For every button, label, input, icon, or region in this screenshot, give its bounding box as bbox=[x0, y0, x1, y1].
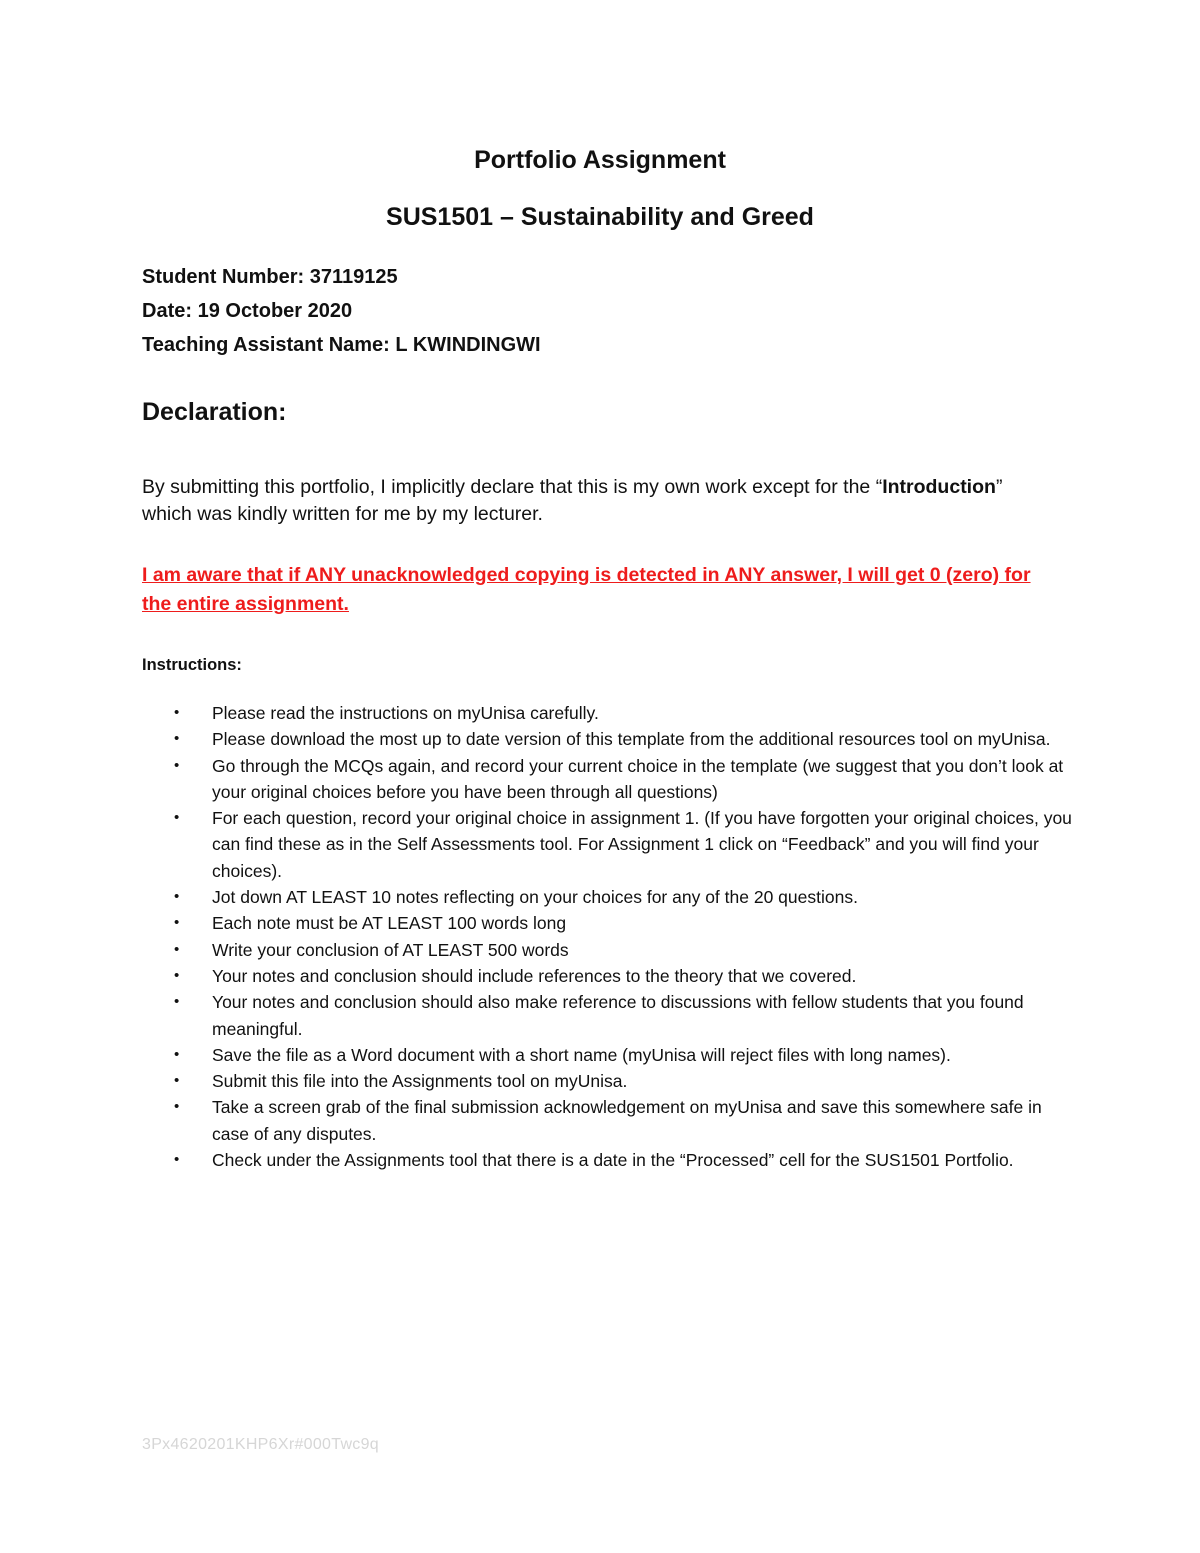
date-row bbox=[142, 294, 541, 328]
bullet-icon: • bbox=[174, 940, 180, 958]
list-item-text: Jot down AT LEAST 10 notes reflecting on your choices for any of the 20 questions. bbox=[212, 887, 858, 908]
teaching-assistant-row bbox=[142, 328, 541, 362]
list-item-text: Write your conclusion of AT LEAST 500 words bbox=[212, 939, 569, 960]
document-title: Portfolio Assignment bbox=[474, 146, 726, 174]
list-item bbox=[142, 753, 1072, 806]
list-item-text: Take a screen grab of the final submission acknowledgement on myUnisa and save this somewhere safe in case of any disputes. bbox=[212, 1097, 1042, 1144]
list-item bbox=[142, 884, 1072, 910]
bullet-icon: • bbox=[174, 1098, 180, 1116]
list-item bbox=[142, 1042, 1072, 1068]
teaching-assistant-name: L KWINDINGWI bbox=[395, 334, 541, 356]
bullet-icon: • bbox=[174, 730, 180, 748]
list-item bbox=[142, 1068, 1072, 1094]
list-item bbox=[142, 989, 1072, 1042]
list-item-text: Submit this file into the Assignments tool on myUnisa. bbox=[212, 1071, 628, 1092]
list-item-text: Your notes and conclusion should also make reference to discussions with fellow students that you found meaningful. bbox=[212, 992, 1024, 1039]
student-number-value: 37119125 bbox=[309, 266, 398, 288]
document-subtitle: SUS1501 – Sustainability and Greed bbox=[386, 203, 814, 231]
date-label: Date: bbox=[142, 300, 193, 322]
student-number-row bbox=[142, 260, 541, 294]
list-item-text: Go through the MCQs again, and record your current choice in the template (we suggest that you don’t look at your original choices before you have been through all questions) bbox=[212, 755, 1064, 802]
list-item-text: Each note must be AT LEAST 100 words long bbox=[212, 913, 567, 934]
declaration-text-part1: By submitting this portfolio, I implicitly declare that this is my own work except for the “ bbox=[142, 476, 883, 498]
bullet-icon: • bbox=[174, 966, 180, 984]
instructions-heading: Instructions: bbox=[142, 656, 242, 674]
list-item-text: Your notes and conclusion should include references to the theory that we covered. bbox=[212, 965, 857, 986]
list-item bbox=[142, 1147, 1072, 1173]
declaration-heading: Declaration: bbox=[142, 398, 287, 426]
list-item bbox=[142, 805, 1072, 884]
student-details bbox=[142, 260, 541, 362]
bullet-icon: • bbox=[174, 809, 180, 827]
list-item bbox=[142, 910, 1072, 936]
date-value: 19 October 2020 bbox=[197, 300, 353, 322]
bullet-icon: • bbox=[174, 1072, 180, 1090]
list-item-text: Please read the instructions on myUnisa carefully. bbox=[212, 703, 599, 723]
list-item bbox=[142, 1094, 1072, 1147]
list-item bbox=[142, 700, 1072, 726]
list-item-text: Check under the Assignments tool that there is a date in the “Processed” cell for the SUS1501 Portfolio. bbox=[212, 1150, 1014, 1171]
list-item bbox=[142, 963, 1072, 989]
list-item-text: For each question, record your original choice in assignment 1. (If you have forgotten your original choices, you can find these as in the Self Assessments tool. For Assignment 1 click on “Feedback” and you will find your choices). bbox=[212, 808, 1072, 881]
student-number-label: Student Number: bbox=[142, 266, 305, 288]
list-item bbox=[142, 726, 1072, 752]
plagiarism-warning: I am aware that if ANY unacknowledged copying is detected in ANY answer, I will get 0 (zero) for the entire assignment. bbox=[142, 564, 1031, 615]
list-item-text: Please download the most up to date version of this template from the additional resources tool on myUnisa. bbox=[212, 729, 1051, 750]
list-item bbox=[142, 937, 1072, 963]
bullet-icon: • bbox=[174, 756, 180, 774]
document-watermark: 3Px4620201KHP6Xr#000Twc9q bbox=[142, 1436, 379, 1453]
instructions-list bbox=[142, 700, 1072, 1173]
bullet-icon: • bbox=[174, 914, 180, 932]
declaration-text bbox=[142, 474, 1042, 528]
list-item-text: Save the file as a Word document with a short name (myUnisa will reject files with long names). bbox=[212, 1044, 951, 1065]
teaching-assistant-label: Teaching Assistant Name: bbox=[142, 334, 390, 356]
bullet-icon: • bbox=[174, 1045, 180, 1063]
bullet-icon: • bbox=[174, 1151, 180, 1169]
bullet-icon: • bbox=[174, 993, 180, 1011]
bullet-icon: • bbox=[174, 704, 180, 721]
declaration-text-bold: Introduction bbox=[882, 476, 996, 498]
bullet-icon: • bbox=[174, 888, 180, 906]
declaration-text-part2: ” which was kindly written for me by my lecturer. bbox=[142, 476, 1003, 525]
